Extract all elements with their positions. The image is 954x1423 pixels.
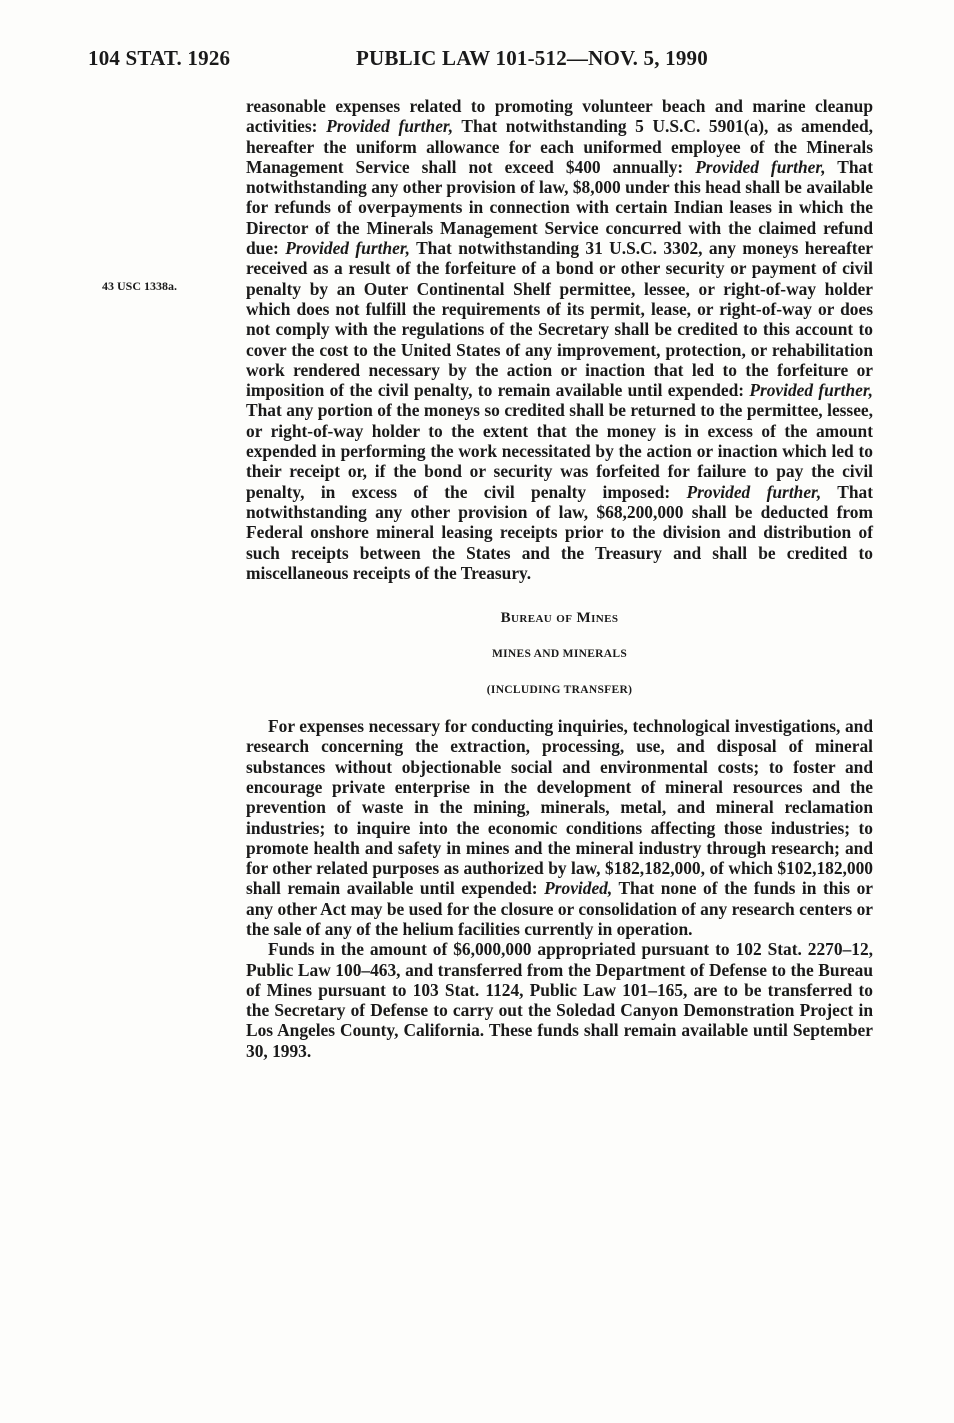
proviso: Provided further, [749, 380, 873, 401]
text-segment: That notwithstanding 31 U.S.C. 3302, any moneys hereafter received as a result of the forfeiture of a bond or other security or payment of civil penalty by an Outer Continental Shelf permittee, lessee, or right-of-way holder which does not fulfill the requirements of its permit, lease, or right-of-way or does not comply with the regulations of the Secretary shall be credited to this account to cover the cost to the United States of any improvement, protection, or rehabilitation work rendered necessary by the action or inaction that led to the forfeiture or imposition of the civil penalty, to remain available until expended: [246, 238, 874, 401]
proviso: Provided further, [695, 156, 826, 177]
proviso: Provided further, [686, 481, 822, 502]
text-segment: That any portion of the moneys so credited shall be returned to the permittee, lessee, or right-of-way holder to the extent that the money is in excess of the amount expended in performing the work necessitated by the action or inaction which led to their receipt or, if the bond or security was forfeited for failure to pay the civil penalty, in excess of the civil penalty imposed: [246, 400, 873, 502]
text-segment: reasonable expenses related to promoting volunteer beach and marine cleanup activities: [246, 96, 873, 137]
text-segment: Funds in the amount of $6,000,000 appropriated pursuant to 102 Stat. 2270–12, Public Law 100–463, and transferred from the Department of Defense to the Bureau of Mines pursuant to 103 Stat. 1124, Public Law 101–165, are to be transferred to the Secretary of Defense to carry out the Soledad Canyon Demonstration Project in Los Angeles County, California. These funds shall remain available until September 30, 1993. [246, 939, 873, 1061]
document-body [246, 96, 873, 1061]
text-segment: That none of the funds in this or any other Act may be used for the closure or consolidation of any research centers or the sale of any of the helium facilities currently in operation. [246, 878, 873, 939]
public-law-title: PUBLIC LAW 101-512—NOV. 5, 1990 [356, 46, 708, 70]
heading-bureau: Bureau of Mines [500, 610, 619, 627]
stat-page-number: 104 STAT. 1926 [88, 46, 231, 70]
text-segment: That notwithstanding any other provision of law, $68,200,000 shall be deducted from Federal onshore mineral leasing receipts prior to the division and distribution of such receipts between the States and the Treasury and shall be credited to miscellaneous receipts of the Treasury. [246, 481, 874, 583]
proviso: Provided further, [285, 238, 410, 259]
text-segment: That notwithstanding 5 U.S.C. 5901(a), as amended, hereafter the uniform allowance for each uniformed employee of the Minerals Management Service shall not exceed $400 annually: [246, 116, 874, 177]
heading-including-transfer: (INCLUDING TRANSFER) [486, 683, 633, 696]
proviso: Provided, [544, 878, 613, 899]
text-segment: For expenses necessary for conducting inquiries, technological investigations, and research concerning the extraction, processing, use, and disposal of mineral substances without objectionable social and environmental costs; to foster and encourage private enterprise in the development of mineral resources and the prevention of waste in the mining, minerals, metal, and mineral reclamation industries; to inquire into the economic conditions affecting those industries; to promote health and safety in mines and the mineral industry through research; and for other related purposes as authorized by law, $182,182,000, of which $102,182,000 shall remain available until expended: [246, 716, 873, 899]
margin-citation: 43 USC 1338a. [102, 279, 178, 293]
paragraph-minerals-management [246, 96, 873, 583]
proviso: Provided further, [326, 116, 454, 137]
paragraph-expenses [246, 716, 873, 939]
heading-mines-minerals: MINES AND MINERALS [491, 648, 628, 661]
paragraph-funds-transfer [246, 939, 873, 1061]
text-segment: That notwithstanding any other provision of law, $8,000 under this head shall be available for refunds of overpayments in connection with certain Indian leases in which the Director of the Minerals Management Service concurred with the claimed refund due: [246, 156, 873, 259]
